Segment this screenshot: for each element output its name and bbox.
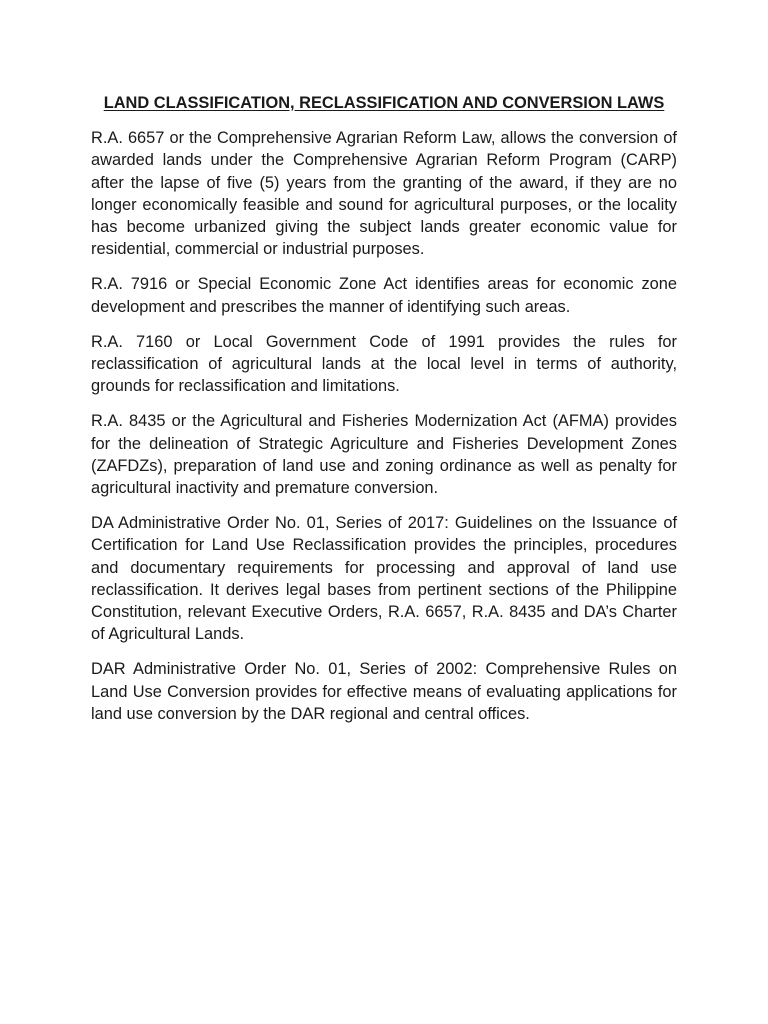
paragraph-ra-8435: R.A. 8435 or the Agricultural and Fisheries Modernization Act (AFMA) provides for the delineation of Strategic Agriculture and Fisheries Development Zones (ZAFDZs), preparation of land use and zoning ordinance as well as penalty for agricultural inactivity and premature conversion.	[91, 412, 677, 498]
paragraph-ra-6657: R.A. 6657 or the Comprehensive Agrarian Reform Law, allows the conversion of awarded lands under the Comprehensive Agrarian Reform Program (CARP) after the lapse of five (5) years from the granting of the award, if they are no longer economically feasible and sound for agricultural purposes, or the locality has become urbanized giving the subject lands greater economic value for residential, commercial or industrial purposes.	[91, 129, 677, 259]
paragraph-dar-ao-2002: DAR Administrative Order No. 01, Series of 2002: Comprehensive Rules on Land Use Conversion provides for effective means of evaluating applications for land use conversion by the DAR regional and central offices.	[91, 660, 677, 723]
document-page	[91, 92, 677, 738]
document-title: LAND CLASSIFICATION, RECLASSIFICATION AND CONVERSION LAWS	[103, 94, 665, 112]
paragraph-da-ao-2017: DA Administrative Order No. 01, Series of 2017: Guidelines on the Issuance of Certification for Land Use Reclassification provides the principles, procedures and documentary requirements for processing and approval of land use reclassification. It derives legal bases from pertinent sections of the Philippine Constitution, relevant Executive Orders, R.A. 6657, R.A. 8435 and DA’s Charter of Agricultural Lands.	[91, 514, 677, 644]
paragraph-ra-7160: R.A. 7160 or Local Government Code of 1991 provides the rules for reclassification of agricultural lands at the local level in terms of authority, grounds for reclassification and limitations.	[91, 332, 677, 396]
paragraph-ra-7916: R.A. 7916 or Special Economic Zone Act identifies areas for economic zone development and prescribes the manner of identifying such areas.	[91, 275, 677, 316]
